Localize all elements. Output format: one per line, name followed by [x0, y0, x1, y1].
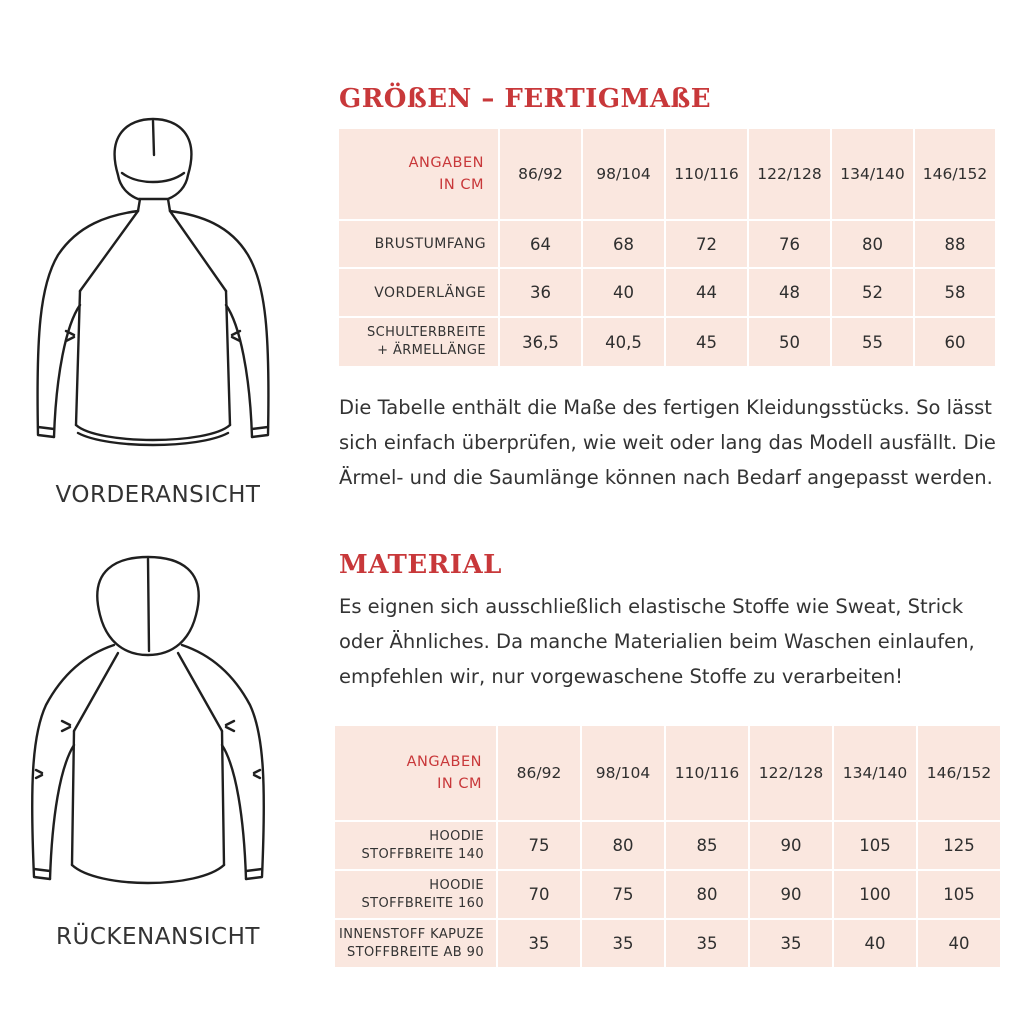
- finished-measurements-table: [337, 127, 997, 368]
- material-description: Es eignen sich ausschließlich elastische Stoffe wie Sweat, Strick oder Ähnliches. Da manche Materialien beim Waschen einlaufen, empfehlen wir, nur vorgewaschene Stoffe zu verarbeiten!: [339, 595, 975, 688]
- table-cell: 52: [832, 269, 913, 316]
- table-cell: 50: [749, 318, 830, 366]
- table-cell: 76: [749, 221, 830, 267]
- table-cell: 75: [498, 822, 580, 869]
- back-view-drawing: [18, 555, 288, 895]
- size-header: 98/104: [582, 726, 664, 820]
- row-label: BRUSTUMFANG: [339, 221, 498, 267]
- table-cell: 64: [500, 221, 581, 267]
- corner-line-2: IN CM: [439, 177, 484, 193]
- table-row: [335, 822, 1000, 869]
- table-row: [339, 269, 995, 316]
- table-cell: 90: [750, 871, 832, 918]
- row-label: [335, 822, 496, 869]
- table-cell: 40: [834, 920, 916, 967]
- size-header: 134/140: [832, 129, 913, 219]
- material-heading: MATERIAL: [339, 550, 502, 580]
- table-cell: 45: [666, 318, 747, 366]
- table-cell: 35: [498, 920, 580, 967]
- table-cell: 90: [750, 822, 832, 869]
- table-cell: 100: [834, 871, 916, 918]
- table-row: [339, 318, 995, 366]
- row-label-line-2: STOFFBREITE AB 90: [347, 944, 484, 960]
- size-header: 122/128: [749, 129, 830, 219]
- front-view-drawing: [18, 115, 288, 455]
- row-label: VORDERLÄNGE: [339, 269, 498, 316]
- table-cell: 105: [834, 822, 916, 869]
- size-header: 146/152: [918, 726, 1000, 820]
- table-header-row: [335, 726, 1000, 820]
- table-cell: 60: [915, 318, 995, 366]
- table-cell: 72: [666, 221, 747, 267]
- fabric-requirements-table: [333, 724, 1002, 969]
- size-header: 110/116: [666, 726, 748, 820]
- sizes-description: Die Tabelle enthält die Maße des fertigen Kleidungsstücks. So lässt sich einfach überprüfen, wie weit oder lang das Modell ausfällt. Die Ärmel- und die Saumlänge können nach Bedarf angepasst werden.: [339, 396, 996, 489]
- row-label: [335, 920, 496, 967]
- row-label-line-1: SCHULTERBREITE: [366, 325, 486, 340]
- table-cell: 55: [832, 318, 913, 366]
- corner-line-2: IN CM: [437, 776, 482, 792]
- table-cell: 36,5: [500, 318, 581, 366]
- back-view-label: RÜCKENANSICHT: [56, 924, 260, 950]
- table-cell: 48: [749, 269, 830, 316]
- table-cell: 80: [832, 221, 913, 267]
- table-cell: 80: [666, 871, 748, 918]
- row-label-line-1: HOODIE: [429, 828, 484, 844]
- row-label-line-2: STOFFBREITE 160: [361, 895, 484, 911]
- table-cell: 88: [915, 221, 995, 267]
- table-cell: 70: [498, 871, 580, 918]
- row-label-line-2: + ÄRMELLÄNGE: [377, 343, 486, 358]
- table-cell: 35: [666, 920, 748, 967]
- table-cell: 68: [583, 221, 664, 267]
- table-row: [339, 221, 995, 267]
- table-row: [335, 920, 1000, 967]
- size-header: 134/140: [834, 726, 916, 820]
- row-label-line-1: HOODIE: [429, 877, 484, 893]
- table-cell: 35: [750, 920, 832, 967]
- units-corner-cell: [339, 129, 498, 219]
- table-cell: 105: [918, 871, 1000, 918]
- table-cell: 85: [666, 822, 748, 869]
- table-cell: 75: [582, 871, 664, 918]
- row-label: [335, 871, 496, 918]
- table-header-row: [339, 129, 995, 219]
- table-cell: 58: [915, 269, 995, 316]
- table-cell: 35: [582, 920, 664, 967]
- table-cell: 36: [500, 269, 581, 316]
- size-header: 86/92: [500, 129, 581, 219]
- sizes-heading: GRÖßEN – FERTIGMAßE: [339, 84, 712, 114]
- front-view-label: VORDERANSICHT: [55, 482, 261, 508]
- units-corner-cell: [335, 726, 496, 820]
- table-cell: 125: [918, 822, 1000, 869]
- table-cell: 40: [583, 269, 664, 316]
- row-label: [339, 318, 498, 366]
- table-row: [335, 871, 1000, 918]
- corner-line-1: ANGABEN: [406, 754, 482, 770]
- size-header: 110/116: [666, 129, 747, 219]
- table-cell: 40: [918, 920, 1000, 967]
- row-label-line-1: INNENSTOFF KAPUZE: [339, 926, 484, 942]
- row-label-line-2: STOFFBREITE 140: [361, 846, 484, 862]
- size-header: 122/128: [750, 726, 832, 820]
- size-header: 86/92: [498, 726, 580, 820]
- size-header: 98/104: [583, 129, 664, 219]
- table-cell: 40,5: [583, 318, 664, 366]
- table-cell: 44: [666, 269, 747, 316]
- size-header: 146/152: [915, 129, 995, 219]
- corner-line-1: ANGABEN: [408, 155, 484, 171]
- table-cell: 80: [582, 822, 664, 869]
- drawings-column: [0, 0, 320, 1024]
